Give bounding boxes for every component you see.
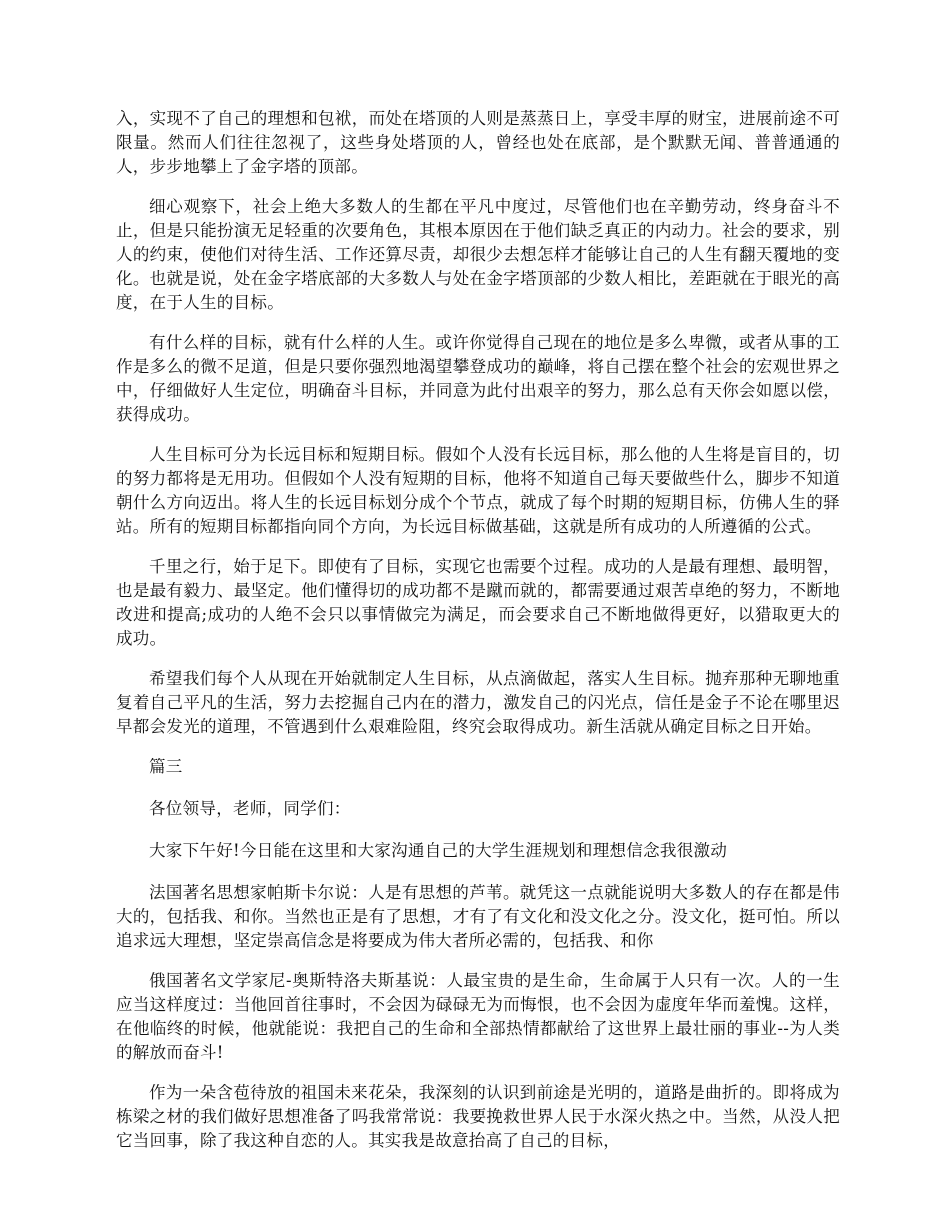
paragraph-3: 有什么样的目标，就有什么样的人生。或许你觉得自己现在的地位是多么卑微，或者从事的工作是多么的微不足道，但是只要你强烈地渴望攀登成功的巅峰，将自己摆在整个社会的宏观世界之中，仔细做好人生定位，明确奋斗目标，并同意为此付出艰辛的努力，那么总有天你会如愿以偿，获得成功。 <box>116 333 840 424</box>
paragraph-future: 作为一朵含苞待放的祖国未来花朵，我深刻的认识到前途是光明的，道路是曲折的。即将成为栋梁之材的我们做好思想准备了吗我常常说：我要挽救世界人民于水深火热之中。当然，从没人把它当回事，除了我这种自恋的人。其实我是故意抬高了自己的目标， <box>116 1083 840 1150</box>
paragraph-5: 千里之行，始于足下。即使有了目标，实现它也需要个过程。成功的人是最有理想、最明智，也是最有毅力、最坚定。他们懂得切的成功都不是蹴而就的，都需要通过艰苦卓绝的努力，不断地改进和提高;成功的人绝不会只以事情做完为满足，而会要求自己不断地做得更好，以猎取更大的成功。 <box>116 557 840 648</box>
paragraph-4: 人生目标可分为长远目标和短期目标。假如个人没有长远目标，那么他的人生将是盲目的，切的努力都将是无用功。但假如个人没有短期的目标，他将不知道自己每天要做些什么，脚步不知道朝什么方向迈出。将人生的长远目标划分成个个节点，就成了每个时期的短期目标，仿佛人生的驿站。所有的短期目标都指向同个方向，为长远目标做基础，这就是所有成功的人所遵循的公式。 <box>116 445 840 536</box>
document-body <box>116 107 840 1169</box>
paragraph-2: 细心观察下，社会上绝大多数人的生都在平凡中度过，尽管他们也在辛勤劳动，终身奋斗不止，但是只能扮演无足轻重的次要角色，其根本原因在于他们缺乏真正的内动力。社会的要求，别人的约束，使他们对待生活、工作还算尽责，却很少去想怎样才能够让自己的人生有翻天覆地的变化。也就是说，处在金字塔底部的大多数人与处在金字塔顶部的少数人相比，差距就在于眼光的高度，在于人生的目标。 <box>116 197 840 312</box>
paragraph-1: 入，实现不了自己的理想和包袱，而处在塔顶的人则是蒸蒸日上，享受丰厚的财宝，进展前途不可限量。然而人们往往忽视了，这些身处塔顶的人，曾经也处在底部，是个默默无闻、普普通通的人，步步地攀上了金字塔的顶部。 <box>116 109 840 176</box>
paragraph-ostrovsky: 俄国著名文学家尼-奥斯特洛夫斯基说：人最宝贵的是生命，生命属于人只有一次。人的一生应当这样度过：当他回首往事时，不会因为碌碌无为而悔恨，也不会因为虚度年华而羞愧。这样，在他临终的时候，他就能说：我把自己的生命和全部热情都献给了这世界上最壮丽的事业--为人类的解放而奋斗! <box>116 971 840 1062</box>
salutation: 各位领导，老师，同学们： <box>149 799 351 818</box>
paragraph-pascal: 法国著名思想家帕斯卡尔说：人是有思想的芦苇。就凭这一点就能说明大多数人的存在都是伟大的，包括我、和你。当然也正是有了思想，才有了有文化和没文化之分。没文化，挺可怕。所以追求远大理想，坚定崇高信念是将要成为伟大者所必需的，包括我、和你 <box>116 883 840 950</box>
section-heading: 篇三 <box>149 757 183 776</box>
paragraph-6: 希望我们每个人从现在开始就制定人生目标，从点滴做起，落实人生目标。抛弃那种无聊地重复着自己平凡的生活，努力去挖掘自己内在的潜力，激发自己的闪光点，信任是金子不论在哪里迟早都会发光的道理，不管遇到什么艰难险阻，终究会取得成功。新生活就从确定目标之日开始。 <box>116 669 840 736</box>
greeting: 大家下午好!今日能在这里和大家沟通自己的大学生涯规划和理想信念我很激动 <box>149 841 728 860</box>
